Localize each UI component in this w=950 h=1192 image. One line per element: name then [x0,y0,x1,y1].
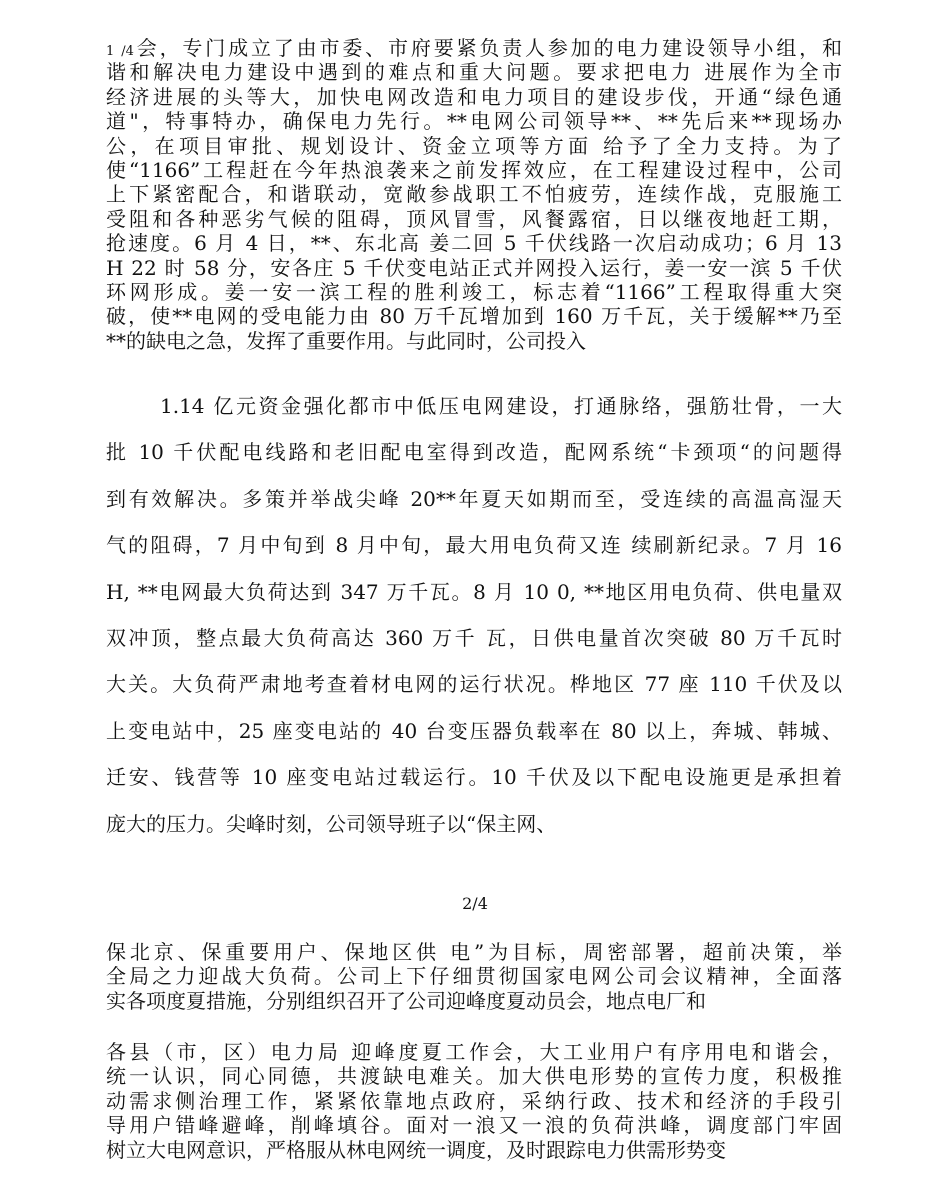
text-line: 谐和解决电力建设中遇到的难点和重大问题。要求把电力 进展作为全市 [106,60,842,85]
text-line: 导用户错峰避峰，削峰填谷。面对一浪又一浪的负荷洪峰，调度部门牢固 [106,1113,842,1138]
text-line: 上变电站中，25 座变电站的 40 台变压器负载率在 80 以上，奔城、韩城、 [106,718,842,743]
text-line: 道"，特事特办，确保电力先行。**电网公司领导**、**先后来**现场办 [106,109,842,134]
text-line: 全局之力迎战大负荷。公司上下仔细贯彻国家电网公司会议精神，全面落 [106,964,842,989]
text-line: 迁安、钱营等 10 座变电站过载运行。10 千伏及以下配电设施更是承担着 [106,765,842,790]
paragraph-1 [106,36,842,353]
text-line: **的缺电之急，发挥了重要作用。与此同时，公司投入 [106,328,586,353]
text-line: 批 10 千伏配电线路和老旧配电室得到改造，配网系统“卡颈项“的问题得 [106,440,842,465]
text-line: 动需求侧治理工作，紧紧依靠地点政府，采纳行政、技术和经济的手段引 [106,1088,842,1113]
text-line: 使“1166”工程赶在今年热浪袭来之前发挥效应，在工程建设过程中，公司 [106,157,842,182]
text-line: 实各项度夏措施，分别组织召开了公司迎峰度夏动员会，地点电厂和 [106,988,706,1013]
text-line: 大关。大负荷严肃地考查着材电网的运行状况。桦地区 77 座 110 千伏及以 [106,672,842,697]
text-line: 气的阻碍，7 月中旬到 8 月中旬，最大用电负荷又连 续刷新纪录。7 月 16 [106,533,842,558]
text-line: 到有效解决。多策并举战尖峰 20**年夏天如期而至，受连续的高温高湿天 [106,486,842,511]
text-line: 1 /4会，专门成立了由市委、市府要紧负责人参加的电力建设领导小组，和 [106,36,842,60]
text-line: 经济进展的头等大，加快电网改造和电力项目的建设步伐，开通“绿色通 [106,84,842,109]
text-line: 上下紧密配合，和谐联动，宽敞参战职工不怕疲劳，连续作战，克服施工 [106,182,842,207]
text-line: 环网形成。姜一安一滨工程的胜利竣工，标志着“1166”工程取得重大突 [106,279,842,304]
text-line: 各县（市，区）电力局 迎峰度夏工作会，大工业用户有序用电和谐会， [106,1040,842,1064]
text-line: 破，使**电网的受电能力由 80 万千瓦增加到 160 万千瓦，关于缓解**乃至 [106,304,842,329]
page-marker: 1 /4 [106,44,134,59]
text-line: 统一认识，同心同德，共渡缺电难关。加大供电形势的宣传力度，积极推 [106,1064,842,1089]
text-line: 抢速度。6 月 4 日，**、东北高 姜二回 5 千伏线路一次启动成功；6 月 13 [106,231,842,256]
paragraph-4 [106,1040,842,1162]
paragraph-3 [106,940,842,1013]
page-number: 2/4 [462,894,488,913]
text-line: 公，在项目审批、规划设计、资金立项等方面 给予了全力支持。为了 [106,133,842,158]
text-line: 1.14 亿元资金强化都市中低压电网建设，打通脉络，强筋壮骨，一大 [160,394,842,418]
text-line: H, **电网最大负荷达到 347 万千瓦。8 月 10 0, **地区用电负荷、供电量双 [106,579,842,604]
text-line: 双冲顶，整点最大负荷高达 360 万千 瓦，日供电量首次突破 80 万千瓦时 [106,625,842,650]
text-line: 庞大的压力。尖峰时刻，公司领导班子以“保主网、 [106,811,557,836]
text-line: 受阻和各种恶劣气候的阻碍，顶风冒雪，风餐露宿，日以继夜地赶工期， [106,206,842,231]
text-line: 树立大电网意识，严格服从林电网统一调度，及时跟踪电力供需形势变 [106,1137,726,1162]
text-line: H 22 时 58 分，安各庄 5 千伏变电站正式并网投入运行，姜一安一滨 5 千伏 [106,255,842,280]
text-line: 保北京、保重要用户、保地区供 电”为目标，周密部署，超前决策，举 [106,940,842,964]
paragraph-2 [106,383,842,847]
